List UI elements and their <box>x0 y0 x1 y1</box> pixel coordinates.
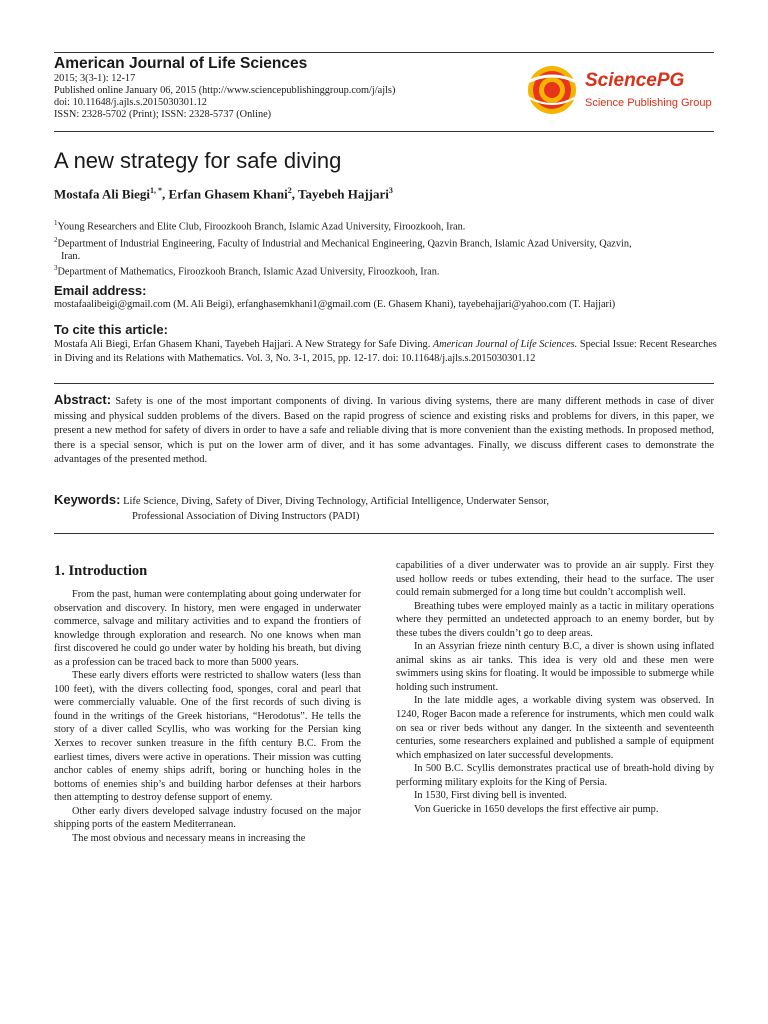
left-column <box>54 588 361 845</box>
right-column <box>396 559 714 816</box>
paragraph: The most obvious and necessary means in increasing the <box>72 832 306 844</box>
paragraph: These early divers efforts were restricted to shallow waters (less than 100 feet), with the divers collecting food, sponges, coral and pearl that were commercially valuable. One of the first records of such diving is found in the writings of the Greek historians, “Herodotus”. He tells the story of a diver called Scyllis, who was working for the Persian king Xerxes to recover sunken treasure in the fifth century B.C. From the earliest times, divers were active in operations. Their mission was cutting anchor cables of enemy ships adrift, boring or hunching holes in the bottoms of enemies ship’s and building harbor defenses at their harbors then attempting to destroy defense support of enemy. <box>54 670 361 804</box>
affiliation-text: Department of Mathematics, Firoozkooh Branch, Islamic Azad University, Firoozkooh, Iran. <box>57 266 440 278</box>
affiliation-num: 2 <box>54 236 58 244</box>
paragraph: capabilities of a diver underwater was to provide an air supply. First they used hollow reeds or tubes extending, their head to the surface. The user could remain submerged for a long time but couldn’t accomplish well. <box>396 560 714 599</box>
keywords-line2: Professional Association of Diving Instructors (PADI) <box>132 511 360 522</box>
author-sep: , <box>162 186 169 202</box>
author-name: Tayebeh Hajjari <box>298 186 389 202</box>
abstract-top-rule <box>54 383 714 384</box>
abstract <box>54 393 714 468</box>
top-rule <box>54 52 714 53</box>
affiliation-text: Department of Industrial Engineering, Faculty of Industrial and Mechanical Engineering, Qazvin Branch, Islamic Azad University, Qazvin, <box>57 238 632 250</box>
author-sup: 3 <box>388 186 393 195</box>
logo-name: SciencePG <box>585 70 685 91</box>
author-name: Erfan Ghasem Khani <box>168 186 288 202</box>
paragraph: In the late middle ages, a workable diving system was observed. In 1240, Roger Bacon made a reference for instruments, which men could walk on sea or river beds without any danger. In the sixteenth and seventeenth centuries, some researchers explained and published a sample of equipment which emphasized on later successful developments. <box>396 695 714 761</box>
cite-heading: To cite this article: <box>54 322 168 337</box>
paragraph: In an Assyrian frieze ninth century B.C, a diver is shown using inflated animal skins as air tanks. This idea is very old and these men were swimmers using skins for floating. It would be impossible to submerge while holding such instrument. <box>396 641 714 693</box>
email-heading: Email address: <box>54 283 147 298</box>
keywords-label: Keywords: <box>54 492 121 507</box>
logo-subtitle: Science Publishing Group <box>585 97 712 109</box>
email-text: mostafaalibeigi@gmail.com (M. Ali Beigi), erfanghasemkhani1@gmail.com (E. Ghasem Khani), tayebehajjari@yahoo.com (T. Hajjari) <box>54 299 616 310</box>
paragraph: In 500 B.C. Scyllis demonstrates practical use of breath-hold diving by performing military exploits for the King of Persia. <box>396 763 714 788</box>
author-list <box>54 186 393 202</box>
section-heading: 1. Introduction <box>54 563 148 579</box>
affiliation <box>54 262 714 278</box>
affiliation-cont: Iran. <box>61 251 81 263</box>
paragraph: In 1530, First diving bell is invented. <box>414 790 567 802</box>
affiliation <box>54 234 714 263</box>
cite-post: Special Issue: Recent Researches in Diving and its Relations with Mathematics. Vol. 3, No. 3-1, 2015, pp. 12-17. doi: 10.11648/j.ajls.s.2015030301.12 <box>54 339 717 364</box>
keywords <box>54 492 714 524</box>
affiliation <box>54 217 714 233</box>
author-name: Mostafa Ali Biegi <box>54 186 151 202</box>
cite-pre: Mostafa Ali Biegi, Erfan Ghasem Khani, Tayebeh Hajjari. A New Strategy for Safe Diving. <box>54 339 431 350</box>
keywords-bottom-rule <box>54 533 714 534</box>
cite-journal: American Journal of Life Sciences. <box>432 339 578 350</box>
author-sup: 2 <box>287 186 292 195</box>
keywords-line1: Life Science, Diving, Safety of Diver, Diving Technology, Artificial Intelligence, Underwater Sensor, <box>123 496 549 507</box>
author-sep: , <box>291 186 298 202</box>
paragraph: From the past, human were contemplating about going underwater for observation and discovery. In history, men were engaged in underwater commerce, salvage and military activities and to expand the frontiers of knowledge through exploration and research. No one knows when man first discovered he could go under water by holding his breath, but diving as a profession can be traced back to more than 5000 years. <box>54 589 361 668</box>
affiliation-text: Young Researchers and Elite Club, Firoozkooh Branch, Islamic Azad University, Firoozkooh, Iran. <box>57 221 466 233</box>
affiliation-num: 1 <box>54 219 58 227</box>
paragraph: Other early divers developed salvage industry focused on the major shipping ports of the eastern Mediterranean. <box>54 805 361 831</box>
affiliation-num: 3 <box>54 264 58 272</box>
abstract-text: Safety is one of the most important components of diving. In various diving systems, there are many different methods in case of diver missing and physical sudden problems of the divers. Based on the rapid progress of science and existing risks and problems for divers, in this paper, we present a new method for safety of divers in order to have a safe and reliable diving that is more convenient than the existing methods. In proposed method, there is a special sensor, which is put on the lower arm of diver, and it has some advantages. Finally, we discuss different cases to demonstrate the advantages of the presented method. <box>54 396 715 466</box>
journal-name: American Journal of Life Sciences <box>54 55 308 72</box>
header-rule <box>54 131 714 132</box>
journal-doi: doi: 10.11648/j.ajls.s.2015030301.12 <box>54 97 207 108</box>
journal-issn: ISSN: 2328-5702 (Print); ISSN: 2328-5737 (Online) <box>54 109 272 120</box>
paper-title: A new strategy for safe diving <box>54 148 342 173</box>
author-sup: 1, * <box>150 186 163 195</box>
paragraph: Breathing tubes were employed mainly as a tactic in military operations where they permitted an undetected approach to an enemy border, but by these tubes the divers couldn’t go to deep areas. <box>396 600 714 639</box>
journal-published: Published online January 06, 2015 (http://www.sciencepublishinggroup.com/j/ajls) <box>54 85 396 96</box>
cite-text <box>54 338 719 365</box>
journal-issue: 2015; 3(3-1): 12-17 <box>54 73 136 84</box>
abstract-label: Abstract: <box>54 392 112 407</box>
paragraph: Von Guericke in 1650 develops the first effective air pump. <box>414 803 659 815</box>
